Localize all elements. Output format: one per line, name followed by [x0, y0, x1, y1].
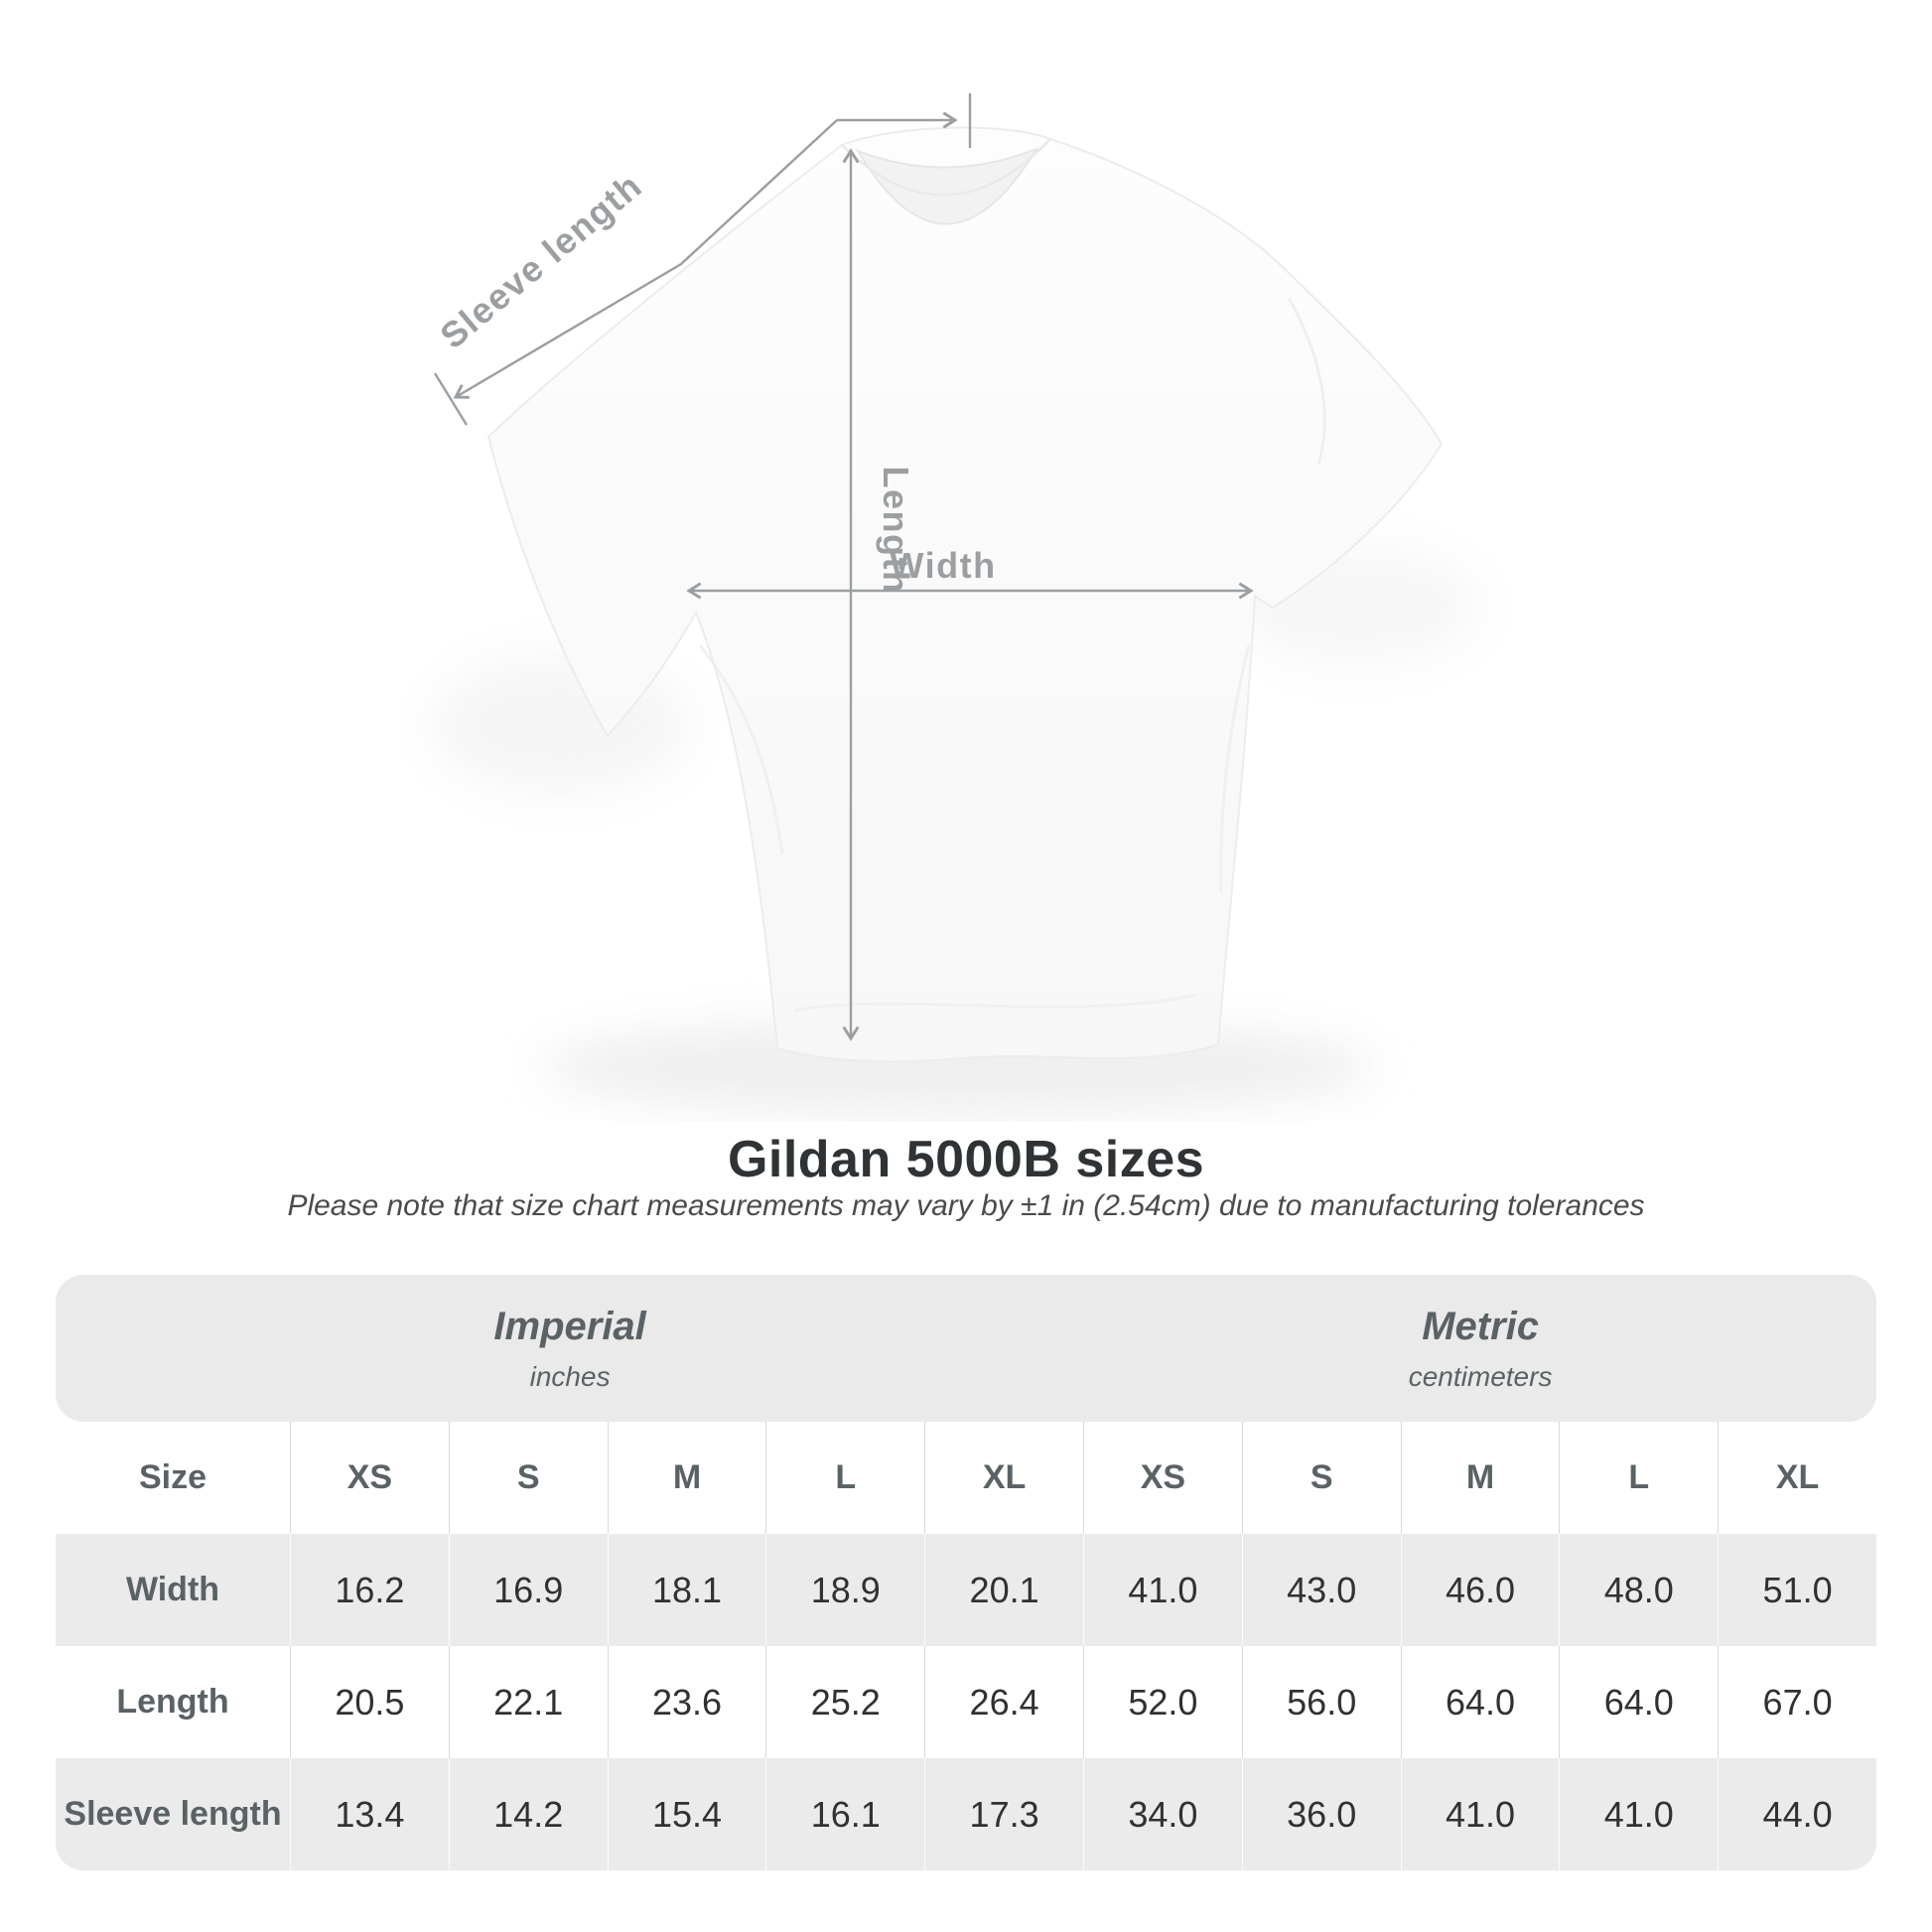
size-header-metric-m: M: [1401, 1422, 1560, 1534]
metric-label: Metric: [1422, 1304, 1539, 1348]
sleeve-metric-m: 41.0: [1401, 1758, 1560, 1870]
sleeve-imperial-xl: 17.3: [924, 1758, 1083, 1870]
length-metric-xs: 52.0: [1083, 1646, 1242, 1758]
length-metric-s: 56.0: [1242, 1646, 1401, 1758]
length-imperial-xl: 26.4: [924, 1646, 1083, 1758]
sleeve-metric-xs: 34.0: [1083, 1758, 1242, 1870]
width-row-label: Width: [125, 1571, 220, 1608]
size-header-metric-xs: XS: [1083, 1422, 1242, 1534]
metric-section-header: [1084, 1305, 1876, 1393]
width-imperial-xl: 20.1: [924, 1534, 1083, 1646]
size-column-header: Size: [138, 1458, 207, 1496]
length-label: Length: [876, 466, 916, 595]
size-header-row: [56, 1422, 1876, 1534]
size-header-imperial-l: L: [765, 1422, 924, 1534]
width-metric-s: 43.0: [1242, 1534, 1401, 1646]
width-metric-m: 46.0: [1401, 1534, 1560, 1646]
length-metric-m: 64.0: [1401, 1646, 1560, 1758]
length-imperial-m: 23.6: [608, 1646, 766, 1758]
sleeve-end-tick: [435, 373, 467, 425]
length-imperial-l: 25.2: [765, 1646, 924, 1758]
sleeve-length-row-label: Sleeve length: [64, 1795, 282, 1833]
sleeve-length-label: Sleeve length: [432, 164, 650, 356]
sleeve-imperial-l: 16.1: [765, 1758, 924, 1870]
imperial-unit-label: inches: [529, 1360, 611, 1392]
size-chart-table: [56, 1275, 1876, 1870]
size-header-imperial-xs: XS: [290, 1422, 449, 1534]
width-imperial-s: 16.9: [449, 1534, 608, 1646]
length-metric-xl: 67.0: [1718, 1646, 1876, 1758]
size-header-imperial-s: S: [449, 1422, 608, 1534]
width-metric-xs: 41.0: [1083, 1534, 1242, 1646]
width-imperial-l: 18.9: [765, 1534, 924, 1646]
sleeve-length-row: [56, 1758, 1876, 1870]
length-row: [56, 1646, 1876, 1758]
width-metric-l: 48.0: [1559, 1534, 1718, 1646]
tolerance-note: Please note that size chart measurements may vary by ±1 in (2.54cm) due to manufacturing tolerances: [287, 1189, 1645, 1222]
width-row: [56, 1534, 1876, 1646]
sleeve-metric-s: 36.0: [1242, 1758, 1401, 1870]
length-imperial-s: 22.1: [449, 1646, 608, 1758]
width-metric-xl: 51.0: [1718, 1534, 1876, 1646]
size-header-imperial-xl: XL: [924, 1422, 1083, 1534]
size-header-metric-xl: XL: [1718, 1422, 1876, 1534]
sleeve-metric-l: 41.0: [1559, 1758, 1718, 1870]
imperial-label: Imperial: [493, 1304, 646, 1348]
length-imperial-xs: 20.5: [290, 1646, 449, 1758]
width-label: Width: [890, 545, 997, 586]
width-imperial-m: 18.1: [608, 1534, 766, 1646]
page-title: Gildan 5000B sizes: [727, 1131, 1205, 1188]
metric-unit-label: centimeters: [1408, 1360, 1553, 1392]
sleeve-imperial-m: 15.4: [608, 1758, 766, 1870]
width-imperial-xs: 16.2: [290, 1534, 449, 1646]
sleeve-metric-xl: 44.0: [1718, 1758, 1876, 1870]
sleeve-imperial-xs: 13.4: [290, 1758, 449, 1870]
length-row-label: Length: [116, 1683, 229, 1721]
units-header-band: [56, 1275, 1876, 1422]
imperial-section-header: [56, 1305, 1084, 1393]
size-header-metric-l: L: [1559, 1422, 1718, 1534]
size-header-metric-s: S: [1242, 1422, 1401, 1534]
length-metric-l: 64.0: [1559, 1646, 1718, 1758]
size-header-imperial-m: M: [608, 1422, 766, 1534]
sleeve-imperial-s: 14.2: [449, 1758, 608, 1870]
